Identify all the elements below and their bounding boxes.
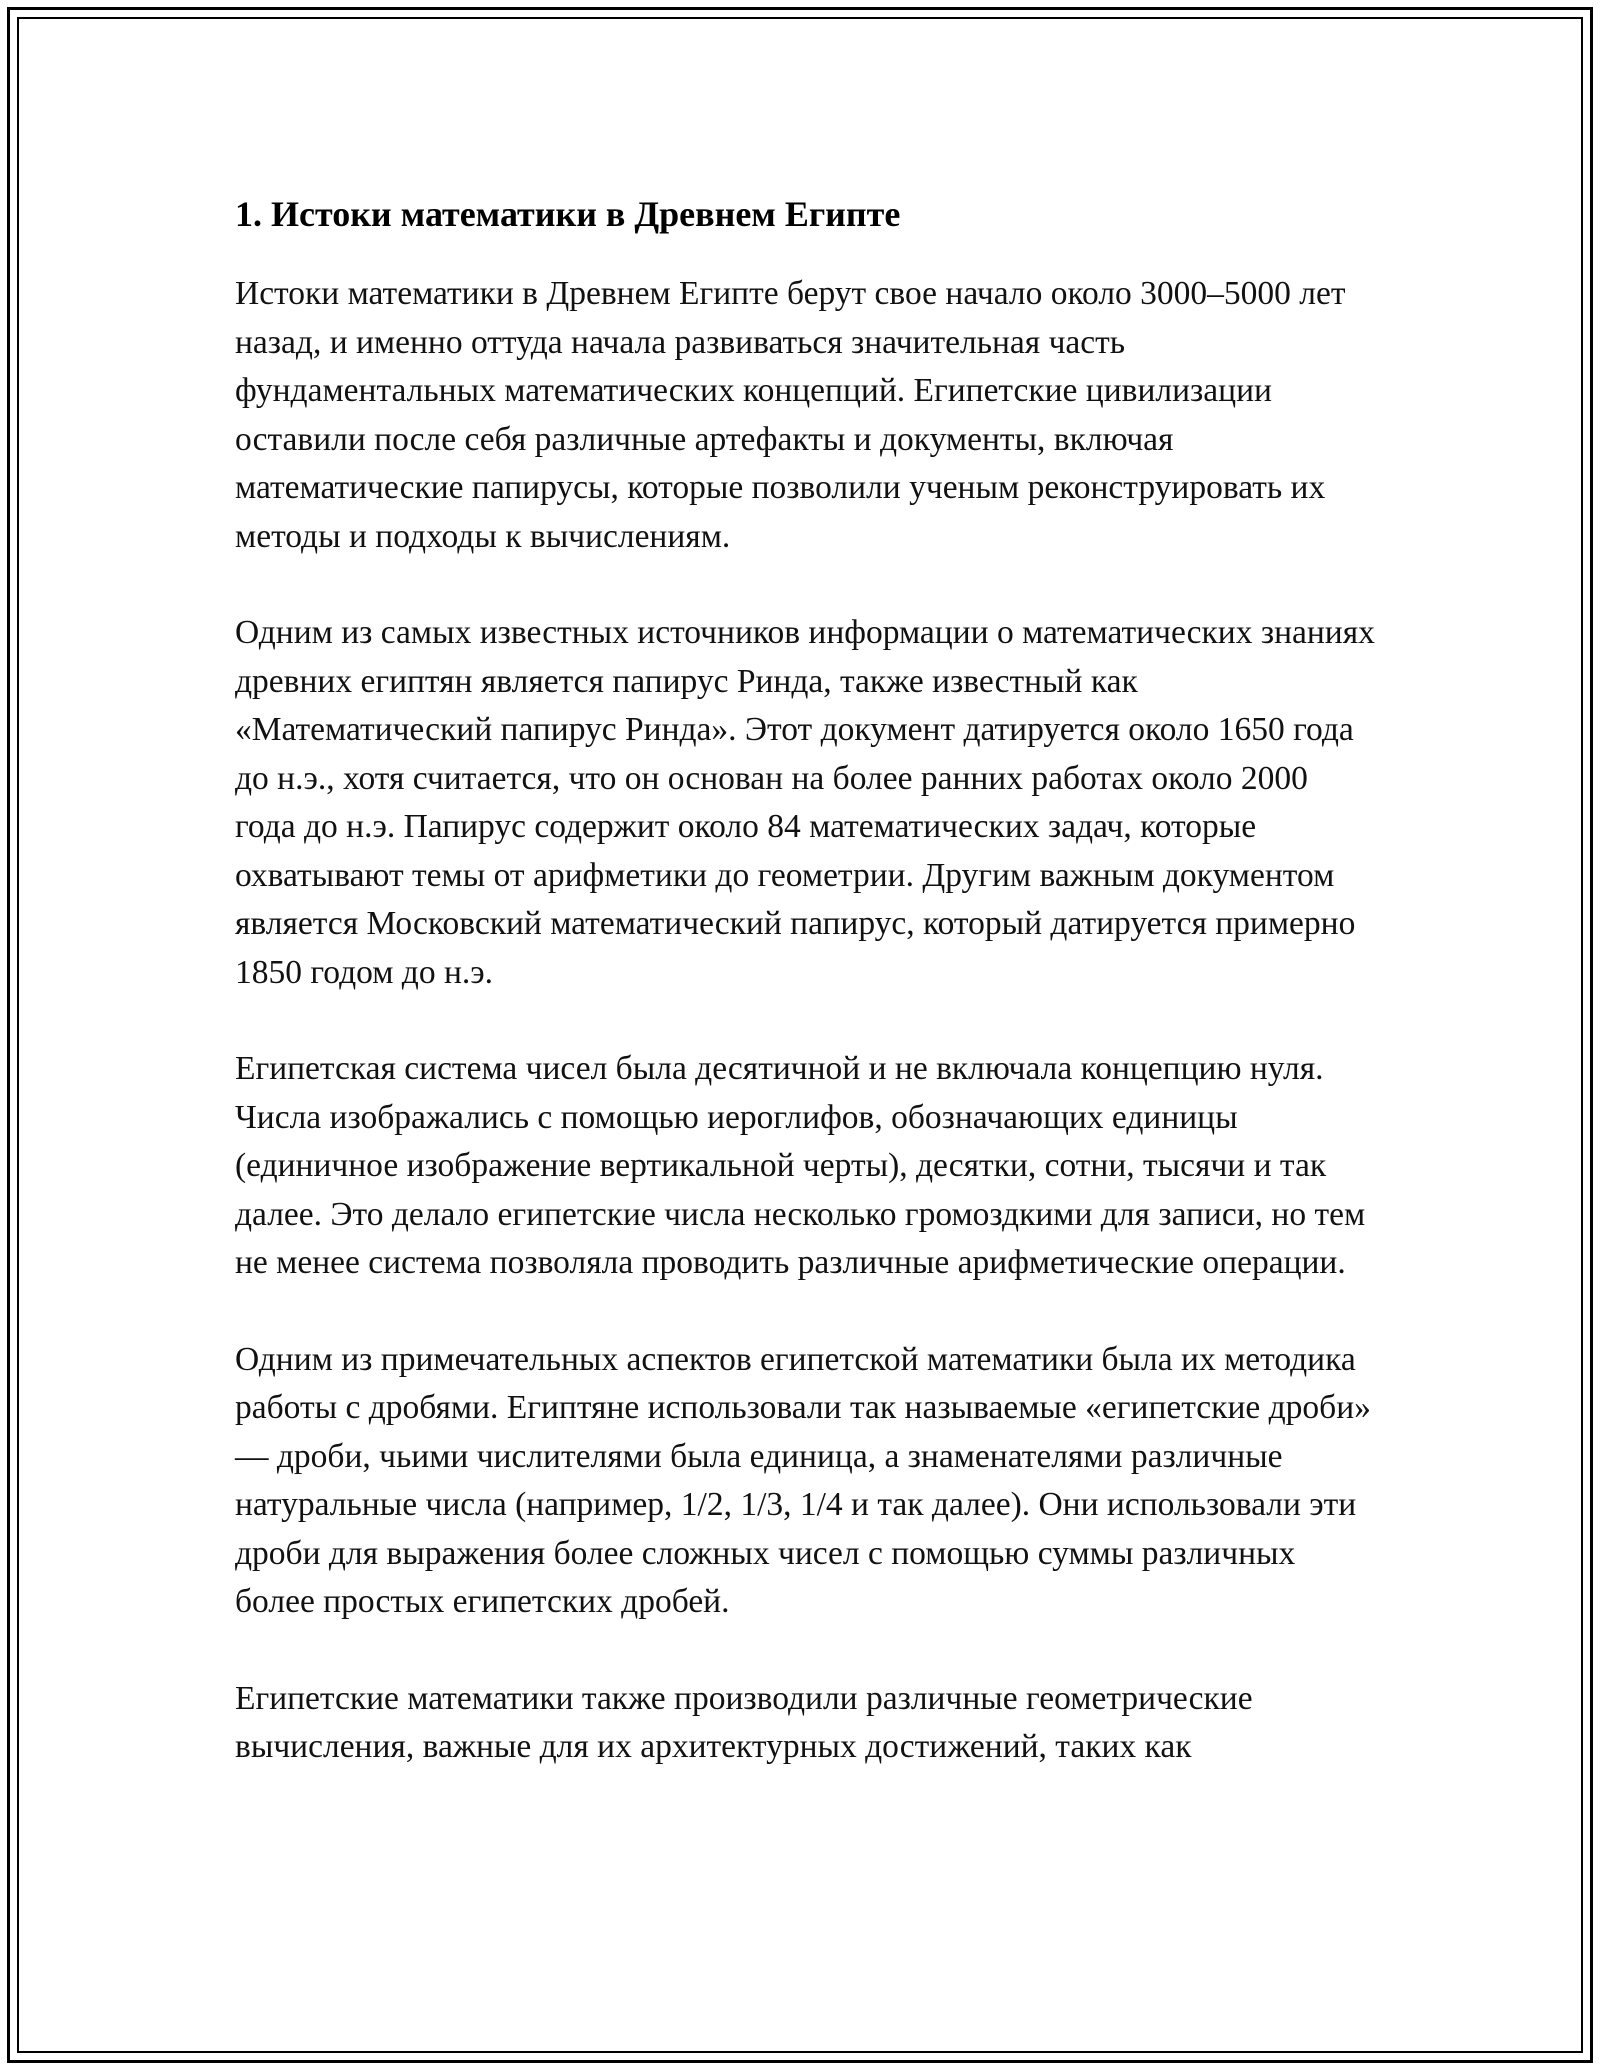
paragraph-3: Египетская система чисел была десятичной и не включала концепцию нуля. Числа изображались с помощью иероглифов, обозначающих единицы (единичное изображение вертикальной черты), десятки, сотни, тысячи и так далее. Это делало египетские числа несколько громоздкими для записи, но тем не менее система позволяла проводить различные арифметические операции. (235, 1050, 1366, 1281)
paragraph-1: Истоки математики в Древнем Египте берут свое начало около 3000–5000 лет назад, и именно оттуда начала развиваться значительная часть фундаментальных математических концепций. Египетские цивилизации оставили после себя различные артефакты и документы, включая математические папирусы, которые позволили ученым реконструировать их методы и подходы к вычислениям. (235, 275, 1346, 555)
paragraph-5: Египетские математики также производили различные геометрические вычисления, важные для их архитектурных достижений, таких как (235, 1679, 1253, 1765)
paragraph-2: Одним из самых известных источников информации о математических знаниях древних египтян является папирус Ринда, также известный как «Математический папирус Ринда». Этот документ датируется около 1650 года до н.э., хотя считается, что он основан на более ранних работах около 2000 года до н.э. Папирус содержит около 84 математических задач, которые охватывают темы от арифметики до геометрии. Другим важным документом является Московский математический папирус, который датируется примерно 1850 годом до н.э. (235, 614, 1375, 991)
section-heading: 1. Истоки математики в Древнем Египте (235, 194, 901, 234)
document-body (235, 186, 1375, 1820)
paragraph-4: Одним из примечательных аспектов египетской математики была их методика работы с дробями. Египтяне использовали так называемые «египетские дроби» — дроби, чьими числителями была единица, а знаменателями различные натуральные числа (например, 1/2, 1/3, 1/4 и так далее). Они использовали эти дроби для выражения более сложных чисел с помощью суммы различных более простых египетских дробей. (235, 1340, 1371, 1620)
